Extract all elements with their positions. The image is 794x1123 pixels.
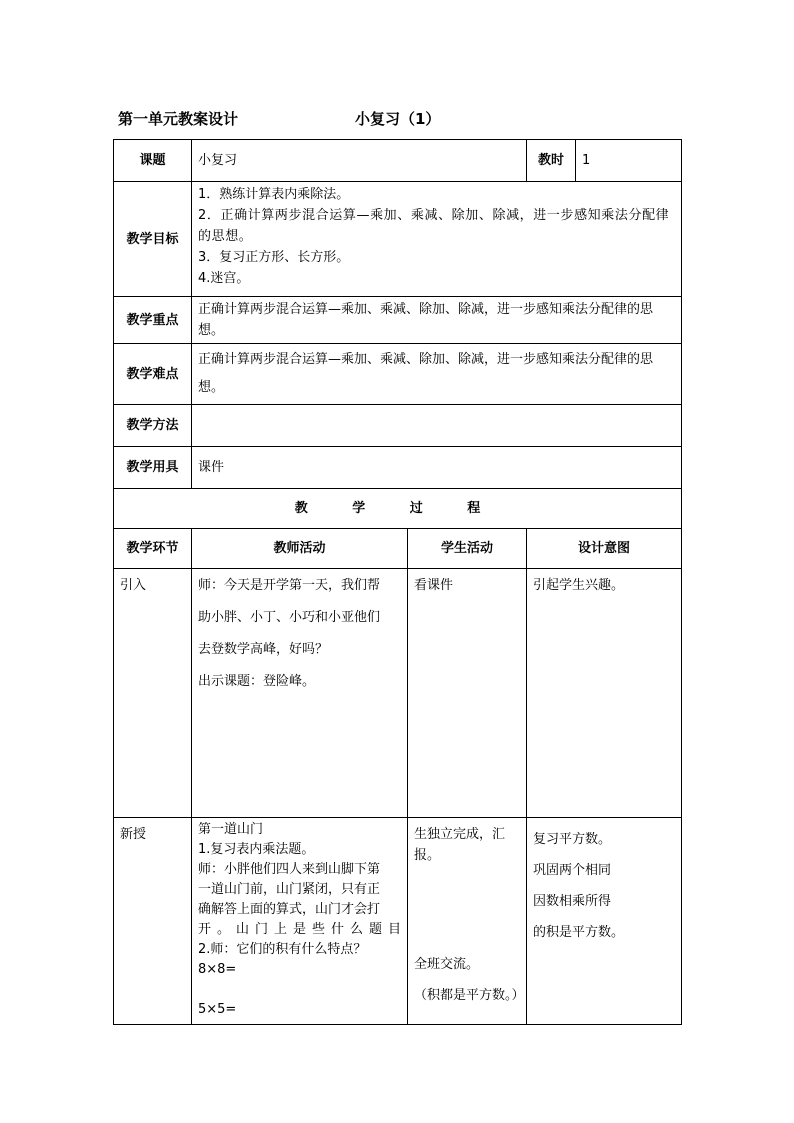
stage-cell: 新授 <box>120 827 147 842</box>
tools-value: 课件 <box>198 460 225 475</box>
column-header-student: 学生活动 <box>408 529 527 569</box>
key-point-label: 教学重点 <box>114 297 192 344</box>
column-header-intent: 设计意图 <box>527 529 682 569</box>
process-header-row <box>114 529 682 569</box>
student-activity <box>408 818 526 1008</box>
topic-value: 小复习 <box>198 153 238 168</box>
teacher-line: 一道山门前，山门紧闭，只有正 <box>198 882 381 897</box>
goal-item: 4.迷宫。 <box>198 271 250 286</box>
tools-row <box>114 447 682 489</box>
design-intent <box>527 818 681 950</box>
difficulty-row <box>114 344 682 405</box>
teacher-line: 去登数学高峰，好吗？ <box>198 642 329 657</box>
design-intent <box>527 569 681 598</box>
student-line: 生独立完成，汇报。 <box>414 827 506 863</box>
teacher-activity <box>192 569 407 705</box>
unit-title: 第一单元教案设计 <box>118 110 239 128</box>
tools-label: 教学用具 <box>114 447 192 489</box>
student-activity <box>408 569 526 598</box>
table-row <box>114 818 682 1025</box>
lesson-title: 小复习（1） <box>355 110 441 128</box>
student-line: 看课件 <box>414 578 454 593</box>
difficulty-value: 正确计算两步混合运算—乘加、乘减、除加、除减，进一步感知乘法分配律的思想。 <box>198 352 654 395</box>
teacher-line: 1.复习表内乘法题。 <box>198 842 315 857</box>
topic-row <box>114 140 682 182</box>
method-row <box>114 405 682 447</box>
teacher-line: 师：今天是开学第一天，我们帮 <box>198 578 381 593</box>
goal-item: 1．熟练计算表内乘除法。 <box>198 187 350 202</box>
intent-line: 因数相乘所得 <box>533 894 612 909</box>
key-point-value: 正确计算两步混合运算—乘加、乘减、除加、除减，进一步感知乘法分配律的思想。 <box>198 302 654 338</box>
process-title-row <box>114 489 682 529</box>
hours-label: 教时 <box>527 140 576 182</box>
document-header <box>118 108 678 130</box>
teacher-line <box>198 980 401 1000</box>
student-line: （积都是平方数。） <box>414 988 525 1003</box>
column-header-teacher: 教师活动 <box>192 529 408 569</box>
goals-label: 教学目标 <box>114 182 192 297</box>
teacher-line: 第一道山门 <box>198 822 264 837</box>
goal-item: 3．复习正方形、长方形。 <box>198 250 350 265</box>
goals-row <box>114 182 682 297</box>
table-row <box>114 569 682 818</box>
process-title: 教 学 过 程 <box>114 489 682 529</box>
lesson-plan-table <box>113 139 682 1025</box>
teacher-line: 开。山门上是些什么题目 <box>198 922 401 937</box>
teacher-line: 2.师：它们的积有什么特点？ <box>198 942 367 957</box>
stage-cell: 引入 <box>120 578 147 593</box>
teacher-line: 5×5= <box>198 1002 237 1017</box>
method-value <box>192 405 681 409</box>
column-header-stage: 教学环节 <box>114 529 192 569</box>
teacher-line: 确解答上面的算式，山门才会打 <box>198 902 381 917</box>
teacher-activity <box>192 818 407 1022</box>
difficulty-label: 教学难点 <box>114 344 192 405</box>
student-line: 全班交流。 <box>414 957 480 972</box>
teacher-line: 助小胖、小丁、小巧和小亚他们 <box>198 610 381 625</box>
hours-value: 1 <box>582 153 591 168</box>
teacher-line: 师：小胖他们四人来到山脚下第 <box>198 862 381 877</box>
topic-label: 课题 <box>114 140 192 182</box>
goals-list <box>192 182 681 291</box>
intent-line: 复习平方数。 <box>533 832 612 847</box>
teacher-line: 出示课题：登险峰。 <box>198 674 316 689</box>
goal-item: 2．正确计算两步混合运算—乘加、乘减、除加、除减，进一步感知乘法分配律的思想。 <box>198 208 670 244</box>
intent-line: 的积是平方数。 <box>533 925 625 940</box>
teacher-line: 8×8= <box>198 962 237 977</box>
intent-line: 引起学生兴趣。 <box>533 578 625 593</box>
key-point-row <box>114 297 682 344</box>
method-label: 教学方法 <box>114 405 192 447</box>
intent-line: 巩固两个相同 <box>533 863 612 878</box>
